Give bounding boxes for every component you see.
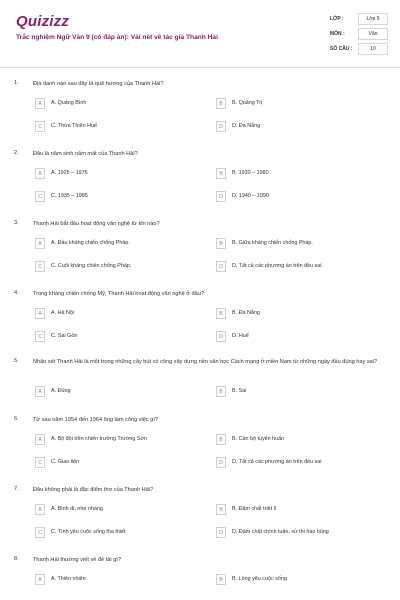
option-d[interactable] (216, 261, 366, 273)
header-divider (0, 67, 400, 68)
option-letter-box: A (35, 434, 45, 445)
option-a[interactable] (35, 386, 185, 398)
option-letter-box: B (216, 434, 226, 445)
option-d[interactable] (216, 457, 366, 469)
option-a[interactable] (35, 434, 185, 446)
option-text: D. 1940 – 1990 (232, 193, 269, 199)
option-letter-box: A (35, 238, 45, 249)
option-letter-box: D (216, 457, 226, 468)
option-text: D. Tất cả các phương án trên đều sai. (232, 263, 323, 269)
question-text: Địa danh nào sau đây là quê hương của Thanh Hải? (33, 81, 164, 87)
option-letter-box: B (216, 238, 226, 249)
option-text: A. Hà Nội (51, 310, 75, 316)
option-a[interactable] (35, 504, 185, 516)
question-number: 4. (14, 290, 19, 296)
option-b[interactable] (216, 504, 366, 516)
option-text: A. Đầu kháng chiến chống Pháp. (51, 240, 130, 246)
option-letter-box: C (35, 121, 45, 132)
option-letter-box: B (216, 98, 226, 109)
option-text: B. Quảng Trị (232, 100, 263, 106)
meta-label: LỚP : (330, 16, 344, 22)
meta-value-field: 10 (358, 43, 388, 55)
option-letter-box: B (216, 168, 226, 179)
question-number: 7. (14, 486, 19, 492)
option-letter-box: A (35, 504, 45, 515)
meta-value-field: Văn (358, 28, 388, 40)
option-text: B. Giữa kháng chiến chống Pháp. (232, 240, 313, 246)
option-b[interactable] (216, 308, 366, 320)
option-text: A. Quảng Bình (51, 100, 87, 106)
option-text: A. Bình dị, nhẹ nhàng (51, 506, 103, 512)
quizizz-logo: Quizizz (16, 13, 70, 30)
question-text: Nhận xét Thanh Hải là một trong những cây bút có công xây dựng nền văn học Cách mạng ở miền Nam từ những ngày đầu đúng hay sai? (33, 359, 378, 365)
option-text: B. Đà Nẵng (232, 310, 260, 316)
option-letter-box: A (35, 574, 45, 585)
worksheet-meta (330, 13, 388, 58)
option-text: B. Đậm chất triết lí (232, 506, 277, 512)
question-text: Trong kháng chiến chống Mỹ, Thanh Hải hoạt động văn nghệ ở đâu? (33, 291, 204, 297)
meta-row-subject (330, 28, 388, 43)
option-text: C. Giao liên (51, 459, 80, 465)
option-b[interactable] (216, 574, 366, 586)
question-text: Từ sau năm 1954 đến 1964 ông làm công việc gì? (33, 417, 159, 423)
option-letter-box: B (216, 386, 226, 397)
question-number: 2. (14, 150, 19, 156)
option-b[interactable] (216, 434, 366, 446)
option-letter-box: A (35, 308, 45, 319)
option-text: D. Đậm chất chính luận, sử thi hào hùng (232, 529, 329, 535)
option-text: A. Đúng (51, 388, 71, 394)
question-number: 8. (14, 556, 19, 562)
worksheet-title: Trắc nghiệm Ngữ Văn 9 (có đáp án): Vài nét về tác giả Thanh Hải (16, 34, 218, 41)
option-b[interactable] (216, 168, 366, 180)
option-text: D. Đà Nẵng (232, 123, 261, 129)
option-a[interactable] (35, 98, 185, 110)
option-letter-box: A (35, 386, 45, 397)
option-letter-box: D (216, 331, 226, 342)
option-a[interactable] (35, 574, 185, 586)
meta-label: MÔN : (330, 31, 345, 37)
option-text: C. Cuối kháng chiến chống Pháp. (51, 263, 132, 269)
question-text: Thanh Hải bắt đầu hoạt động văn nghệ từ khi nào? (33, 221, 160, 227)
option-letter-box: B (216, 574, 226, 585)
option-text: B. 1930 – 1980 (232, 170, 269, 176)
option-c[interactable] (35, 261, 185, 273)
meta-row-count (330, 43, 388, 58)
option-text: C. Thừa Thiên Huế (51, 123, 97, 129)
option-letter-box: D (216, 191, 226, 202)
option-text: D. Huế (232, 333, 249, 339)
option-text: B. Sai (232, 388, 247, 394)
meta-row-class (330, 13, 388, 28)
meta-label: SỐ CÂU : (330, 46, 353, 52)
option-letter-box: A (35, 168, 45, 179)
question-text: Đâu là năm sinh năm mất của Thanh Hải? (33, 151, 138, 157)
option-a[interactable] (35, 308, 185, 320)
option-letter-box: D (216, 527, 226, 538)
option-text: A. 1925 – 1975 (51, 170, 88, 176)
option-letter-box: D (216, 121, 226, 132)
option-d[interactable] (216, 527, 366, 539)
worksheet-header (0, 0, 400, 68)
option-text: A. Bộ đội trên chiến trường Trường Sơn (51, 436, 148, 442)
option-letter-box: D (216, 261, 226, 272)
option-text: C. Sài Gòn (51, 333, 78, 339)
question-text: Thanh Hải thường viết về đề tài gì? (33, 557, 121, 563)
option-text: B. Lòng yêu cuộc sống (232, 576, 287, 582)
option-d[interactable] (216, 191, 366, 203)
option-b[interactable] (216, 98, 366, 110)
option-text: C. 1935 – 1985 (51, 193, 88, 199)
option-b[interactable] (216, 238, 366, 250)
option-letter-box: A (35, 98, 45, 109)
question-number: 6. (14, 416, 19, 422)
option-letter-box: C (35, 191, 45, 202)
option-letter-box: C (35, 527, 45, 538)
question-number: 3. (14, 220, 19, 226)
option-c[interactable] (35, 331, 185, 343)
option-text: B. Cán bộ tuyên huấn (232, 436, 285, 442)
option-text: D. Tất cả các phương án trên đều sai (232, 459, 322, 465)
option-letter-box: C (35, 261, 45, 272)
option-letter-box: C (35, 457, 45, 468)
option-c[interactable] (35, 191, 185, 203)
option-a[interactable] (35, 168, 185, 180)
option-b[interactable] (216, 386, 366, 398)
option-c[interactable] (35, 527, 185, 539)
option-c[interactable] (35, 121, 185, 133)
option-d[interactable] (216, 121, 366, 133)
question-number: 5. (14, 358, 19, 364)
question-text: Đâu không phải là đặc điểm thơ của Thanh Hải? (33, 487, 154, 493)
option-letter-box: B (216, 308, 226, 319)
option-d[interactable] (216, 331, 366, 343)
option-letter-box: C (35, 331, 45, 342)
option-c[interactable] (35, 457, 185, 469)
question-number: 1. (14, 80, 19, 86)
option-text: C. Tình yêu cuộc sống tha thiết (51, 529, 126, 535)
option-a[interactable] (35, 238, 185, 250)
meta-value-field: Lớp 9 (358, 13, 388, 25)
option-letter-box: B (216, 504, 226, 515)
option-text: A. Thiên nhiên (51, 576, 86, 582)
